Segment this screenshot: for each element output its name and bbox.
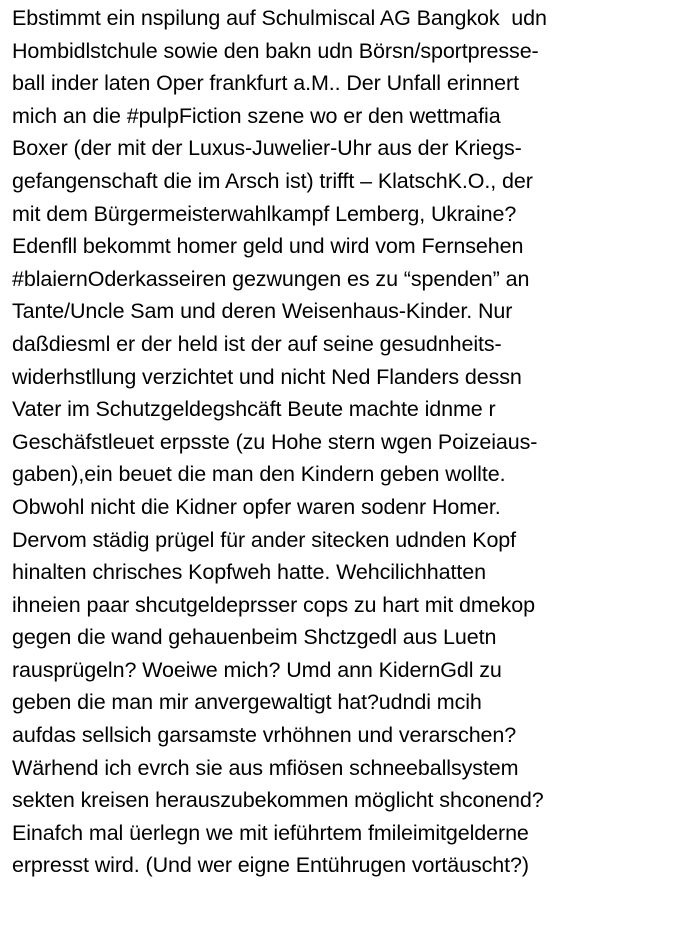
text-line-18: hinalten chrisches Kopfweh hatte. Wehcilichhatten (12, 560, 486, 585)
text-line-11: daßdiesml er der held ist der auf seine gesudnheits- (12, 331, 502, 356)
text-line-14: Geschäfstleuet erpsste (zu Hohe stern wgen Poizeiaus- (12, 429, 538, 454)
text-line-16: Obwohl nicht die Kidner opfer waren sodenr Homer. (12, 494, 501, 519)
text-line-17: Dervom städig prügel für ander sitecken udnden Kopf (12, 527, 517, 552)
text-line-13: Vater im Schutzgeldegshcäft Beute machte idnme r (12, 397, 496, 422)
text-line-2: Hombidlstchule sowie den bakn udn Börsn/sportpresse- (12, 38, 539, 63)
text-line-24: Wärhend ich evrch sie aus mfiösen schneeballsystem (12, 755, 519, 780)
text-line-1: Ebstimmt ein nspilung auf Schulmiscal AG Bangkok udn (12, 6, 547, 30)
text-line-3: ball inder laten Oper frankfurt a.M.. Der Unfall erinnert (12, 71, 519, 96)
text-line-21: rausprügeln? Woeiwe mich? Umd ann KidernGdl zu (12, 657, 502, 682)
text-line-27: erpresst wird. (Und wer eigne Entührugen vortäuscht?) (12, 853, 529, 878)
document-body-text (12, 2, 680, 882)
text-line-22: geben die man mir anvergewaltigt hat?udndi mcih (12, 690, 482, 715)
text-line-26: Einafch mal üerlegn we mit ieführtem fmileimitgelderne (12, 820, 529, 845)
text-line-19: ihneien paar shcutgeldeprsser cops zu hart mit dmekop (12, 592, 535, 617)
text-line-10: Tante/Uncle Sam und deren Weisenhaus-Kinder. Nur (12, 299, 513, 324)
text-line-5: Boxer (der mit der Luxus-Juwelier-Uhr aus der Kriegs- (12, 136, 522, 161)
text-line-25: sekten kreisen herauszubekommen möglicht shconend? (12, 788, 544, 813)
text-line-23: aufdas sellsich garsamste vrhöhnen und verarschen? (12, 723, 517, 748)
text-line-12: widerhstllung verzichtet und nicht Ned Flanders dessn (12, 364, 522, 389)
text-line-8: Edenfll bekommt homer geld und wird vom Fernsehen (12, 234, 524, 259)
text-line-6: gefangenschaft die im Arsch ist) trifft – KlatschK.O., der (12, 168, 533, 193)
text-line-7: mit dem Bürgermeisterwahlkampf Lemberg, Ukraine? (12, 201, 517, 226)
text-line-20: gegen die wand gehauenbeim Shctzgedl aus Luetn (12, 625, 497, 650)
text-line-9: #blaiernOderkasseiren gezwungen es zu “spenden” an (12, 266, 530, 291)
text-line-4: mich an die #pulpFiction szene wo er den wettmafia (12, 103, 501, 128)
text-line-15: gaben),ein beuet die man den Kindern geben wollte. (12, 462, 506, 487)
